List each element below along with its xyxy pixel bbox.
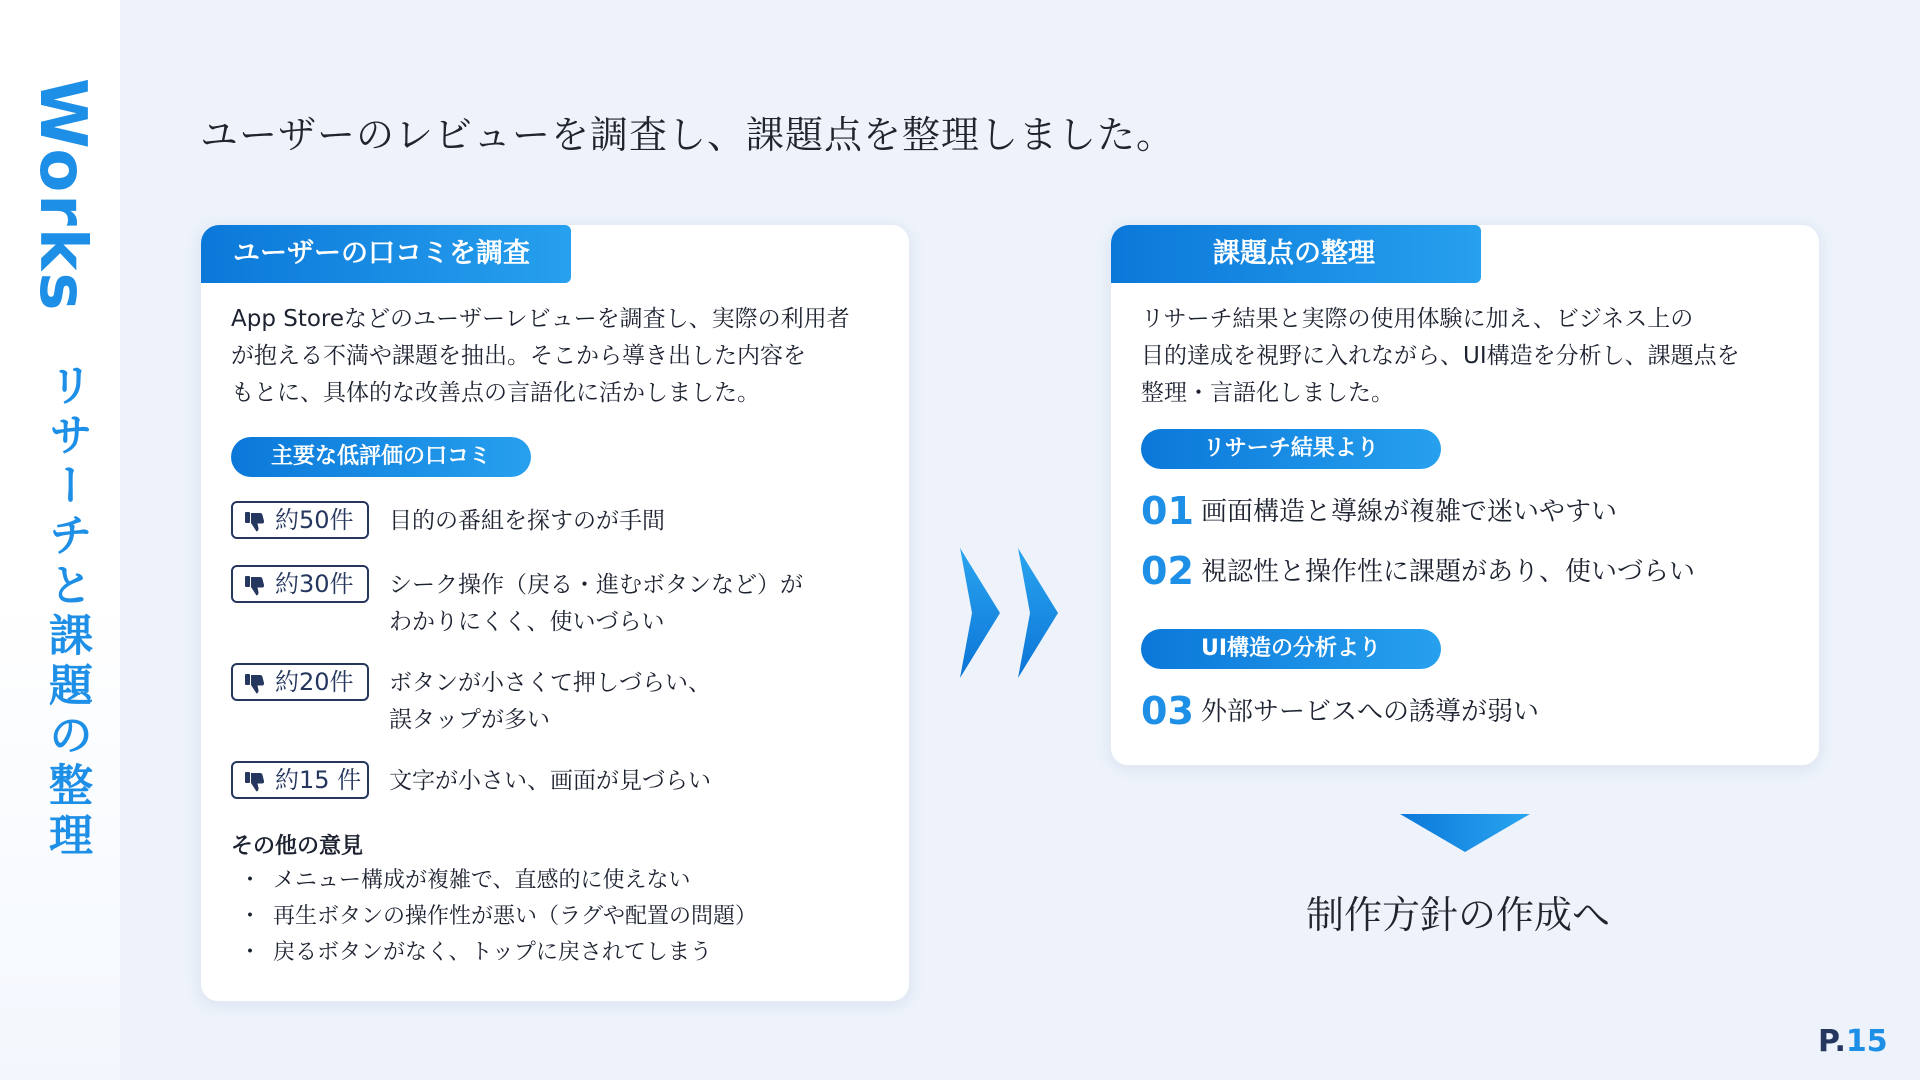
description-line: もとに、具体的な改善点の言語化に活かしました。 [231, 380, 760, 406]
thumbs-down-icon [244, 673, 266, 695]
review-text [389, 503, 665, 540]
thumbs-down-icon [244, 511, 266, 533]
other-opinion-item [239, 935, 757, 971]
page-headline: ユーザーのレビューを調査し、課題点を整理しました。 [200, 113, 1176, 157]
other-opinion-item [239, 863, 757, 899]
page-prefix: P. [1818, 1024, 1846, 1059]
sidebar-title: Works [25, 78, 99, 313]
reviews-card-description [231, 301, 891, 412]
reviews-card [200, 224, 910, 1002]
description-line: App Storeなどのユーザーレビューを調査し、実際の利用者 [231, 306, 850, 332]
review-text-line: シーク操作（戻る・進むボタンなど）が [389, 572, 803, 598]
issues-card [1110, 224, 1820, 766]
bullet: ・ [239, 904, 262, 929]
review-text-line: 文字が小さい、画面が見づらい [389, 768, 711, 794]
review-text [389, 567, 803, 641]
sidebar-subtitle: リサーチと課題の整理 [41, 362, 92, 862]
review-text-line: 目的の番組を探すのが手間 [389, 508, 665, 534]
issue-item [1141, 489, 1617, 533]
issues-card-tab: 課題点の整理 [1111, 225, 1481, 283]
low-rating-reviews-pill: 主要な低評価の口コミ [231, 437, 531, 477]
review-count: 約30件 [275, 570, 354, 598]
description-line: リサーチ結果と実際の使用体験に加え、ビジネス上の [1141, 306, 1694, 332]
reviews-card-tab: ユーザーの口コミを調査 [201, 225, 571, 283]
review-text-line: 誤タップが多い [389, 707, 550, 733]
other-opinion-text: メニュー構成が複雑で、直感的に使えない [273, 868, 691, 893]
triangle-down-icon [1400, 814, 1530, 854]
issue-number: 03 [1141, 689, 1194, 733]
issue-item [1141, 689, 1539, 733]
bullet: ・ [239, 868, 262, 893]
research-findings-pill: リサーチ結果より [1141, 429, 1441, 469]
double-chevron-right-icon [960, 548, 1060, 678]
description-line: が抱える不満や課題を抽出。そこから導き出した内容を [231, 343, 806, 369]
other-opinion-text: 再生ボタンの操作性が悪い（ラグや配置の問題） [273, 904, 758, 929]
ui-analysis-pill: UI構造の分析より [1141, 629, 1441, 669]
thumbs-down-icon [244, 771, 266, 793]
review-count-badge [231, 761, 369, 799]
description-line: 整理・言語化しました。 [1141, 380, 1394, 406]
review-text-line: ボタンが小さくて押しづらい、 [389, 670, 711, 696]
issue-number: 02 [1141, 549, 1194, 593]
review-count-badge [231, 565, 369, 603]
review-text-line: わかりにくく、使いづらい [389, 609, 665, 635]
other-opinions-list [239, 863, 757, 971]
review-count-badge [231, 663, 369, 701]
issues-card-description [1141, 301, 1801, 412]
bullet: ・ [239, 940, 262, 965]
issue-text: 視認性と操作性に課題があり、使いづらい [1201, 557, 1696, 587]
review-text [389, 665, 711, 739]
issue-text: 画面構造と導線が複雑で迷いやすい [1201, 497, 1618, 527]
review-count: 約20件 [275, 668, 354, 696]
conclusion-text: 制作方針の作成へ [1306, 893, 1611, 937]
other-opinion-item [239, 899, 757, 935]
page-number [1818, 1024, 1888, 1059]
review-count: 約15 件 [275, 766, 362, 794]
issue-item [1141, 549, 1695, 593]
review-count: 約50件 [275, 506, 354, 534]
other-opinions-heading: その他の意見 [231, 834, 364, 859]
review-count-badge [231, 501, 369, 539]
description-line: 目的達成を視野に入れながら、UI構造を分析し、課題点を [1141, 343, 1740, 369]
other-opinion-text: 戻るボタンがなく、トップに戻されてしまう [273, 940, 712, 965]
thumbs-down-icon [244, 575, 266, 597]
review-text [389, 763, 711, 800]
issue-text: 外部サービスへの誘導が弱い [1201, 697, 1540, 727]
page-number-value: 15 [1845, 1024, 1888, 1059]
issue-number: 01 [1141, 489, 1194, 533]
sidebar [0, 0, 120, 1080]
